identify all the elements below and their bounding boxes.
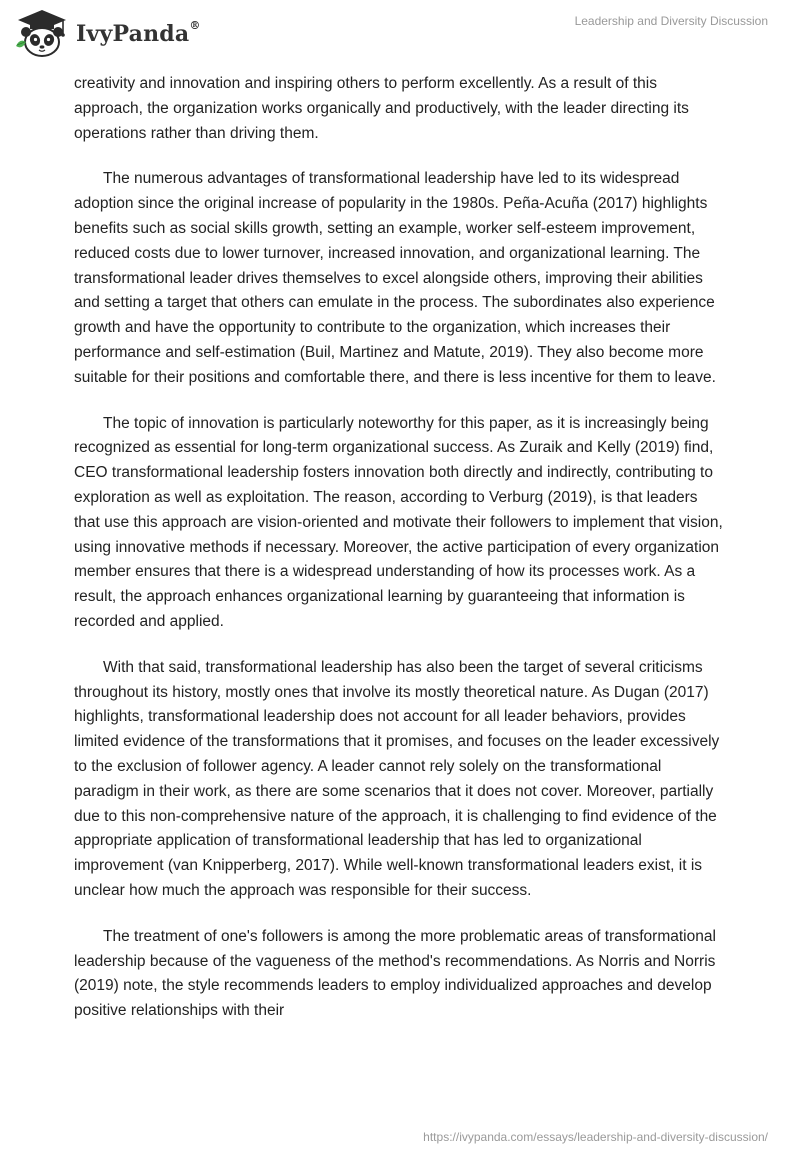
source-url[interactable]: https://ivypanda.com/essays/leadership-and-diversity-discussion/ — [423, 1130, 768, 1144]
paragraph: The topic of innovation is particularly noteworthy for this paper, as it is increasingly being recognized as essential for long-term organizational success. As Zuraik and Kelly (2019) find, CEO transformational leadership fosters innovation both directly and indirectly, contributing to exploration as well as exploitation. The reason, according to Verburg (2019), is that leaders that use this approach are vision-oriented and motivate their followers to implement that vision, using innovative methods if necessary. Moreover, the active participation of every organization member ensures that there is a widespread understanding of how its processes work. As a result, the approach enhances organizational learning by guaranteeing that information is recorded and applied. — [74, 414, 723, 630]
paragraph: creativity and innovation and inspiring others to perform excellently. As a result of this approach, the organization works organically and productively, with the leader directing its operations rather than driving them. — [74, 75, 689, 142]
paragraph: The treatment of one's followers is among the more problematic areas of transformational leadership because of the vagueness of the method's recommendations. As Norris and Norris (2019) note, the style recommends leaders to employ individualized approaches and develop positive relationships with their — [74, 927, 716, 1020]
paragraph: With that said, transformational leadership has also been the target of several criticisms throughout its history, mostly ones that involve its mostly theoretical nature. As Dugan (2017) highlights, transformational leadership does not account for all leader behaviors, provides limited evidence of the transformations that it promises, and focuses on the leader excessively to the exclusion of follower agency. A leader cannot rely solely on the transformational paradigm in their work, as there are some scenarios that it does not cover. Moreover, partially due to this non-comprehensive nature of the approach, it is challenging to find evidence of the appropriate application of transformational leadership that has led to organizational improvement (van Knipperberg, 2017). While well-known transformational leaders exist, it is unclear how much the approach was responsible for their success. — [74, 658, 720, 899]
essay-body — [74, 72, 726, 1045]
ivypanda-logo[interactable] — [14, 8, 201, 60]
registered-mark: ® — [189, 19, 201, 32]
logo-text: IvyPanda — [76, 21, 190, 47]
document-title: Leadership and Diversity Discussion — [574, 14, 768, 28]
panda-graduate-icon — [14, 8, 70, 60]
page-header — [0, 0, 800, 70]
paragraph: The numerous advantages of transformational leadership have led to its widespread adoption since the original increase of popularity in the 1980s. Peña-Acuña (2017) highlights benefits such as social skills growth, setting an example, worker self-esteem improvement, reduced costs due to lower turnover, increased innovation, and organizational learning. The transformational leader drives themselves to excel alongside others, improving their abilities and setting a target that others can emulate in the process. The subordinates also experience growth and have the opportunity to contribute to the organization, which increases their performance and self-estimation (Buil, Martinez and Matute, 2019). They also become more suitable for their positions and comfortable there, and there is less incentive for them to leave. — [74, 170, 716, 386]
logo-wordmark — [76, 21, 201, 47]
